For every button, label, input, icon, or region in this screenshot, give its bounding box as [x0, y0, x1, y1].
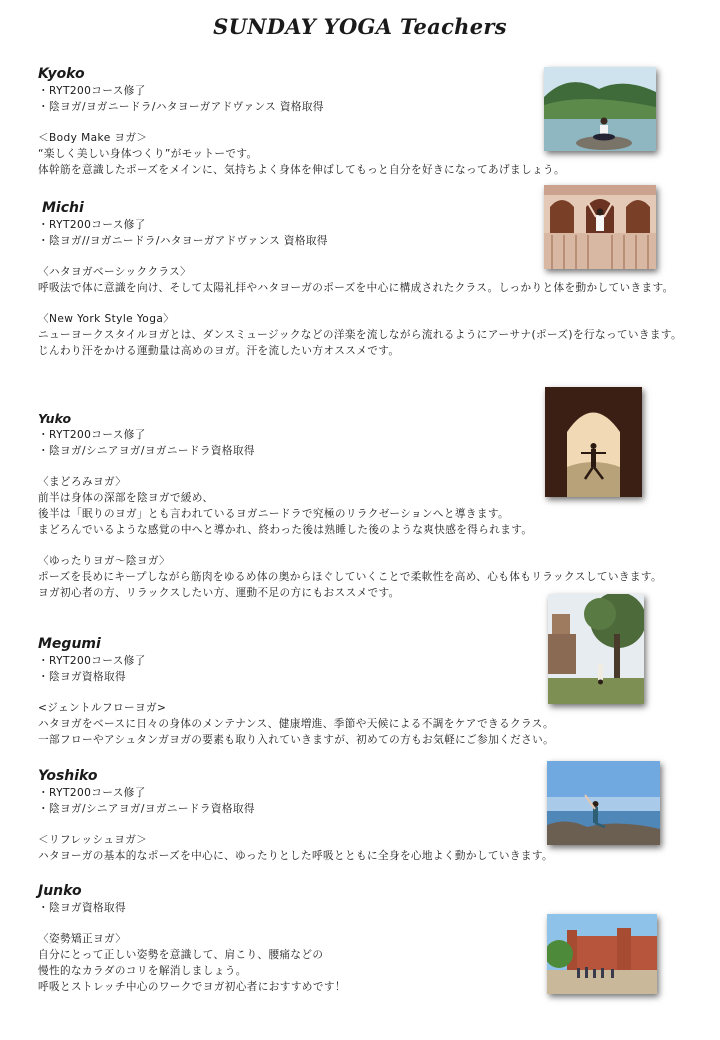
class-title: <ジェントルフローヨガ> — [38, 702, 167, 714]
qualification-line: ・RYT200コース修了 — [38, 429, 146, 441]
class-description: 後半は「眠りのヨガ」とも言われているヨガニードラで究極のリラクゼーションへと導きます。 — [38, 508, 510, 520]
teacher-name: Yuko — [38, 411, 72, 426]
qualification-line: ・RYT200コース修了 — [38, 85, 146, 97]
class-description: ハタヨガをベースに日々の身体のメンテナンス、健康増進、季節や天候による不調をケアできるクラス。 — [38, 718, 554, 730]
meditation-lake-photo — [544, 67, 656, 151]
class-description: 呼吸とストレッチ中心のワークでヨガ初心者におすすめです！ — [38, 981, 346, 993]
class-description: じんわり汗をかける運動量は高めのヨガ。汗を流したい方オススメです。 — [38, 345, 400, 357]
teacher-name: Megumi — [38, 636, 101, 652]
class-description: ヨガ初心者の方、リラックスしたい方、運動不足の方にもおススメです。 — [38, 587, 400, 599]
class-title: 〈New York Style Yoga〉 — [38, 313, 175, 325]
class-description: ニューヨークスタイルヨガとは、ダンスミュージックなどの洋楽を流しながら流れるようにアーサナ(ポーズ)を行なっていきます。 — [38, 329, 683, 341]
qualification-line: ・RYT200コース修了 — [38, 787, 146, 799]
teacher-name: Kyoko — [38, 66, 85, 82]
class-description: 体幹筋を意識したポーズをメインに、気持ちよく身体を伸ばしてもっと自分を好きになってあげましょう。 — [38, 164, 565, 176]
park-headstand-photo — [548, 594, 644, 704]
class-title: 〈ゆったりヨガ〜陰ヨガ〉 — [38, 555, 171, 567]
class-description: “楽しく美しい身体つくり”がモットーです。 — [38, 148, 258, 160]
qualification-line: ・陰ヨガ//ヨガニードラ/ハタヨーガアドヴァンス 資格取得 — [38, 235, 328, 247]
class-description: 前半は身体の深部を陰ヨガで緩め、 — [38, 492, 214, 504]
qualification-line: ・陰ヨガ資格取得 — [38, 902, 126, 914]
class-description: ポーズを長めにキープしながら筋肉をゆるめ体の奥からほぐしていくことで柔軟性を高め、心も体もリラックスしていきます。 — [38, 571, 662, 583]
qualification-line: ・陰ヨガ/シニアヨガ/ヨガニードラ資格取得 — [38, 803, 255, 815]
qualification-line: ・陰ヨガ資格取得 — [38, 671, 126, 683]
class-title: 〈姿勢矯正ヨガ〉 — [38, 933, 127, 945]
class-description: 自分にとって正しい姿勢を意識して、肩こり、腰痛などの — [38, 949, 324, 961]
page-title: SUNDAY YOGA Teachers — [213, 14, 507, 39]
teacher-name: Michi — [42, 200, 84, 216]
class-description: 慢性的なカラダのコリを解消しましょう。 — [38, 965, 247, 977]
class-description: 呼吸法で体に意識を向け、そして太陽礼拝やハタヨーガのポーズを中心に構成されたクラス。しっかりと体を動かしていきます。 — [38, 282, 674, 294]
class-title: ＜リフレッシュヨガ＞ — [38, 834, 148, 846]
red-fort-group-photo — [547, 914, 657, 994]
class-title: 〈ハタヨガベーシッククラス〉 — [38, 266, 192, 278]
seaside-rocks-pose-photo — [547, 761, 660, 845]
class-title: ＜Body Make ヨガ＞ — [38, 132, 148, 144]
class-description: 一部フローやアシュタンガヨガの要素も取り入れていきますが、初めての方もお気軽にご参加ください。 — [38, 734, 555, 746]
class-description: ハタヨーガの基本的なポーズを中心に、ゆったりとした呼吸とともに全身を心地よく動かしていきます。 — [38, 850, 554, 862]
qualification-line: ・陰ヨガ/シニアヨガ/ヨガニードラ資格取得 — [38, 445, 255, 457]
qualification-line: ・陰ヨガ/ヨガニードラ/ハタヨーガアドヴァンス 資格取得 — [38, 101, 324, 113]
qualification-line: ・RYT200コース修了 — [38, 655, 146, 667]
teacher-name: Yoshiko — [38, 768, 98, 784]
teacher-name: Junko — [38, 883, 82, 899]
class-description: まどろんでいるような感覚の中へと導かれ、終わった後は熟睡した後のような爽快感を得られます。 — [38, 524, 533, 536]
archway-warrior-pose-photo — [545, 387, 642, 497]
balcony-arms-raised-photo — [544, 185, 656, 269]
class-title: 〈まどろみヨガ〉 — [38, 476, 127, 488]
qualification-line: ・RYT200コース修了 — [38, 219, 146, 231]
